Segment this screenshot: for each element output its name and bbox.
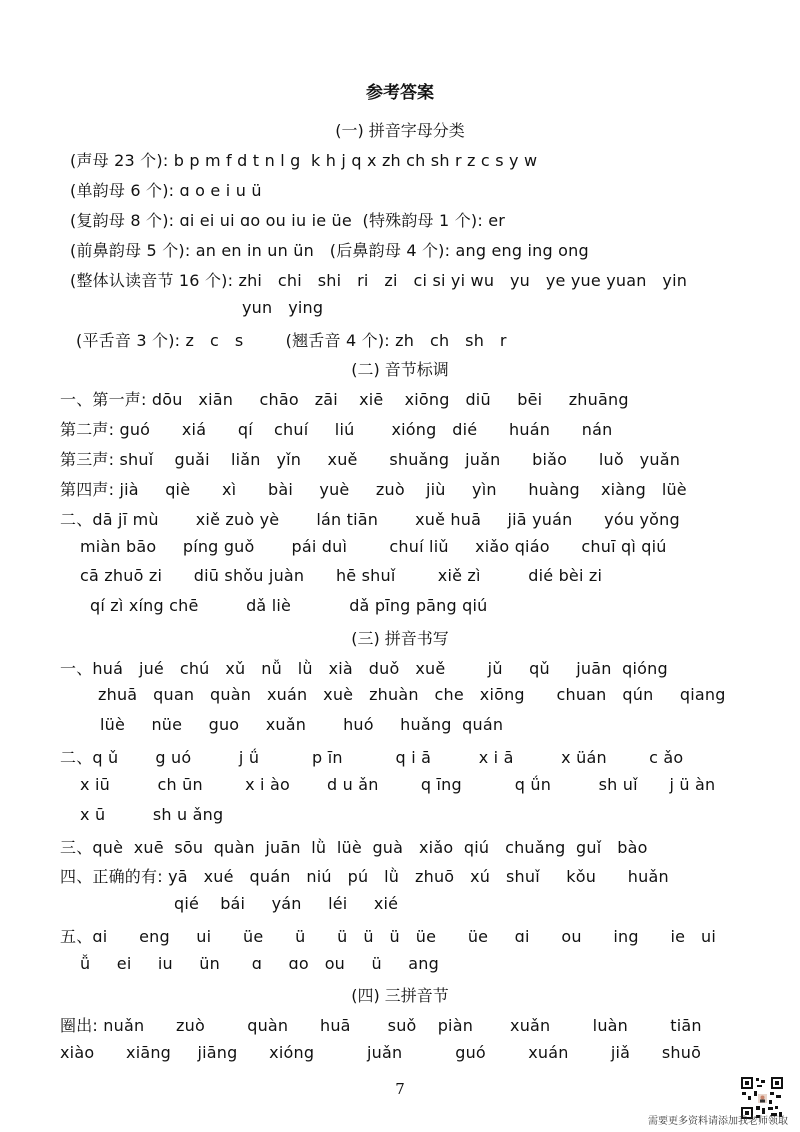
- page-number: 7: [395, 1080, 405, 1098]
- s2-line-7: cā zhuō zi diū shǒu juàn hē shuǐ xiě zì dié bèi zi: [80, 566, 603, 585]
- s1-line-2: (单韵母 6 个): ɑ o e i u ü: [70, 181, 262, 200]
- s3-line-3: lüè nüe guo xuǎn huó huǎng quán: [100, 715, 504, 734]
- s2-line-8: qí zì xíng chē dǎ liè dǎ pīng pāng qiú: [90, 596, 488, 615]
- s3-line-11: ǚ ei iu ün ɑ ɑo ou ü ang: [80, 954, 439, 973]
- s1-line-6: yun ying: [242, 298, 324, 317]
- section-4-heading: (四) 三拼音节: [351, 986, 449, 1005]
- s4-line-1: 圈出: nuǎn zuò quàn huā suǒ piàn xuǎn luàn tiān: [60, 1016, 702, 1035]
- s2-line-2: 第二声: guó xiá qí chuí liú xióng dié huán nán: [60, 420, 613, 439]
- s3-line-9: qié bái yán léi xié: [174, 894, 399, 913]
- qr-caption: 需要更多资料请添加我老师领取: [648, 1116, 788, 1127]
- s3-line-8: 四、正确的有: yā xué quán niú pú lǜ zhuō xú shuǐ kǒu huǎn: [60, 867, 669, 886]
- page-title: 参考答案: [366, 83, 434, 103]
- s2-line-3: 第三声: shuǐ guǎi liǎn yǐn xuě shuǎng juǎn biǎo luǒ yuǎn: [60, 450, 681, 469]
- s1-line-4: (前鼻韵母 5 个): an en in un ün (后鼻韵母 4 个): ang eng ing ong: [70, 241, 589, 260]
- s3-line-7: 三、què xuē sōu quàn juān lǜ lüè guà xiǎo qiú chuǎng guǐ bào: [60, 838, 648, 857]
- s1-line-1: (声母 23 个): b p m f d t n l g k h j q x zh ch sh r z c s y w: [70, 151, 538, 170]
- s1-line-5: (整体认读音节 16 个): zhi chi shi ri zi ci si yi wu yu ye yue yuan yin: [70, 271, 688, 290]
- s1-line-3: (复韵母 8 个): ɑi ei ui ɑo ou iu ie üe (特殊韵母 1 个): er: [70, 211, 506, 230]
- s3-line-2: zhuā quan quàn xuán xuè zhuàn che xiōng chuan qún qiang: [98, 685, 726, 704]
- s3-line-1: 一、huá jué chú xǔ nǚ lǜ xià duǒ xuě jǔ qǔ juān qióng: [60, 659, 668, 678]
- section-3-heading: (三) 拼音书写: [351, 629, 449, 648]
- s4-line-2: xiào xiāng jiāng xióng juǎn guó xuán jiǎ shuō: [60, 1043, 702, 1062]
- s2-line-1: 一、第一声: dōu xiān chāo zāi xiē xiōng diū bēi zhuāng: [60, 390, 629, 409]
- s3-line-6: x ū sh u ǎng: [80, 805, 224, 824]
- section-2-heading: (二) 音节标调: [351, 360, 449, 379]
- s2-line-6: miàn bāo píng guǒ pái duì chuí liǔ xiǎo qiáo chuī qì qiú: [80, 537, 667, 556]
- s3-line-10: 五、ɑi eng ui üe ü ü ü ü üe üe ɑi ou ing ie ui: [60, 927, 717, 946]
- s3-line-5: x iū ch ūn x i ào d u ǎn q īng q ǘn sh uǐ j ü àn: [80, 775, 716, 794]
- s1-line-7: (平舌音 3 个): z c s (翘舌音 4 个): zh ch sh r: [76, 331, 507, 350]
- section-1-heading: (一) 拼音字母分类: [335, 121, 465, 140]
- s3-line-4: 二、q ǔ g uó j ǘ p īn q i ā x i ā x üán c ǎo: [60, 748, 684, 767]
- s2-line-4: 第四声: jià qiè xì bài yuè zuò jiù yìn huàng xiàng lüè: [60, 480, 687, 499]
- s2-line-5: 二、dā jī mù xiě zuò yè lán tiān xuě huā jiā yuán yóu yǒng: [60, 510, 680, 529]
